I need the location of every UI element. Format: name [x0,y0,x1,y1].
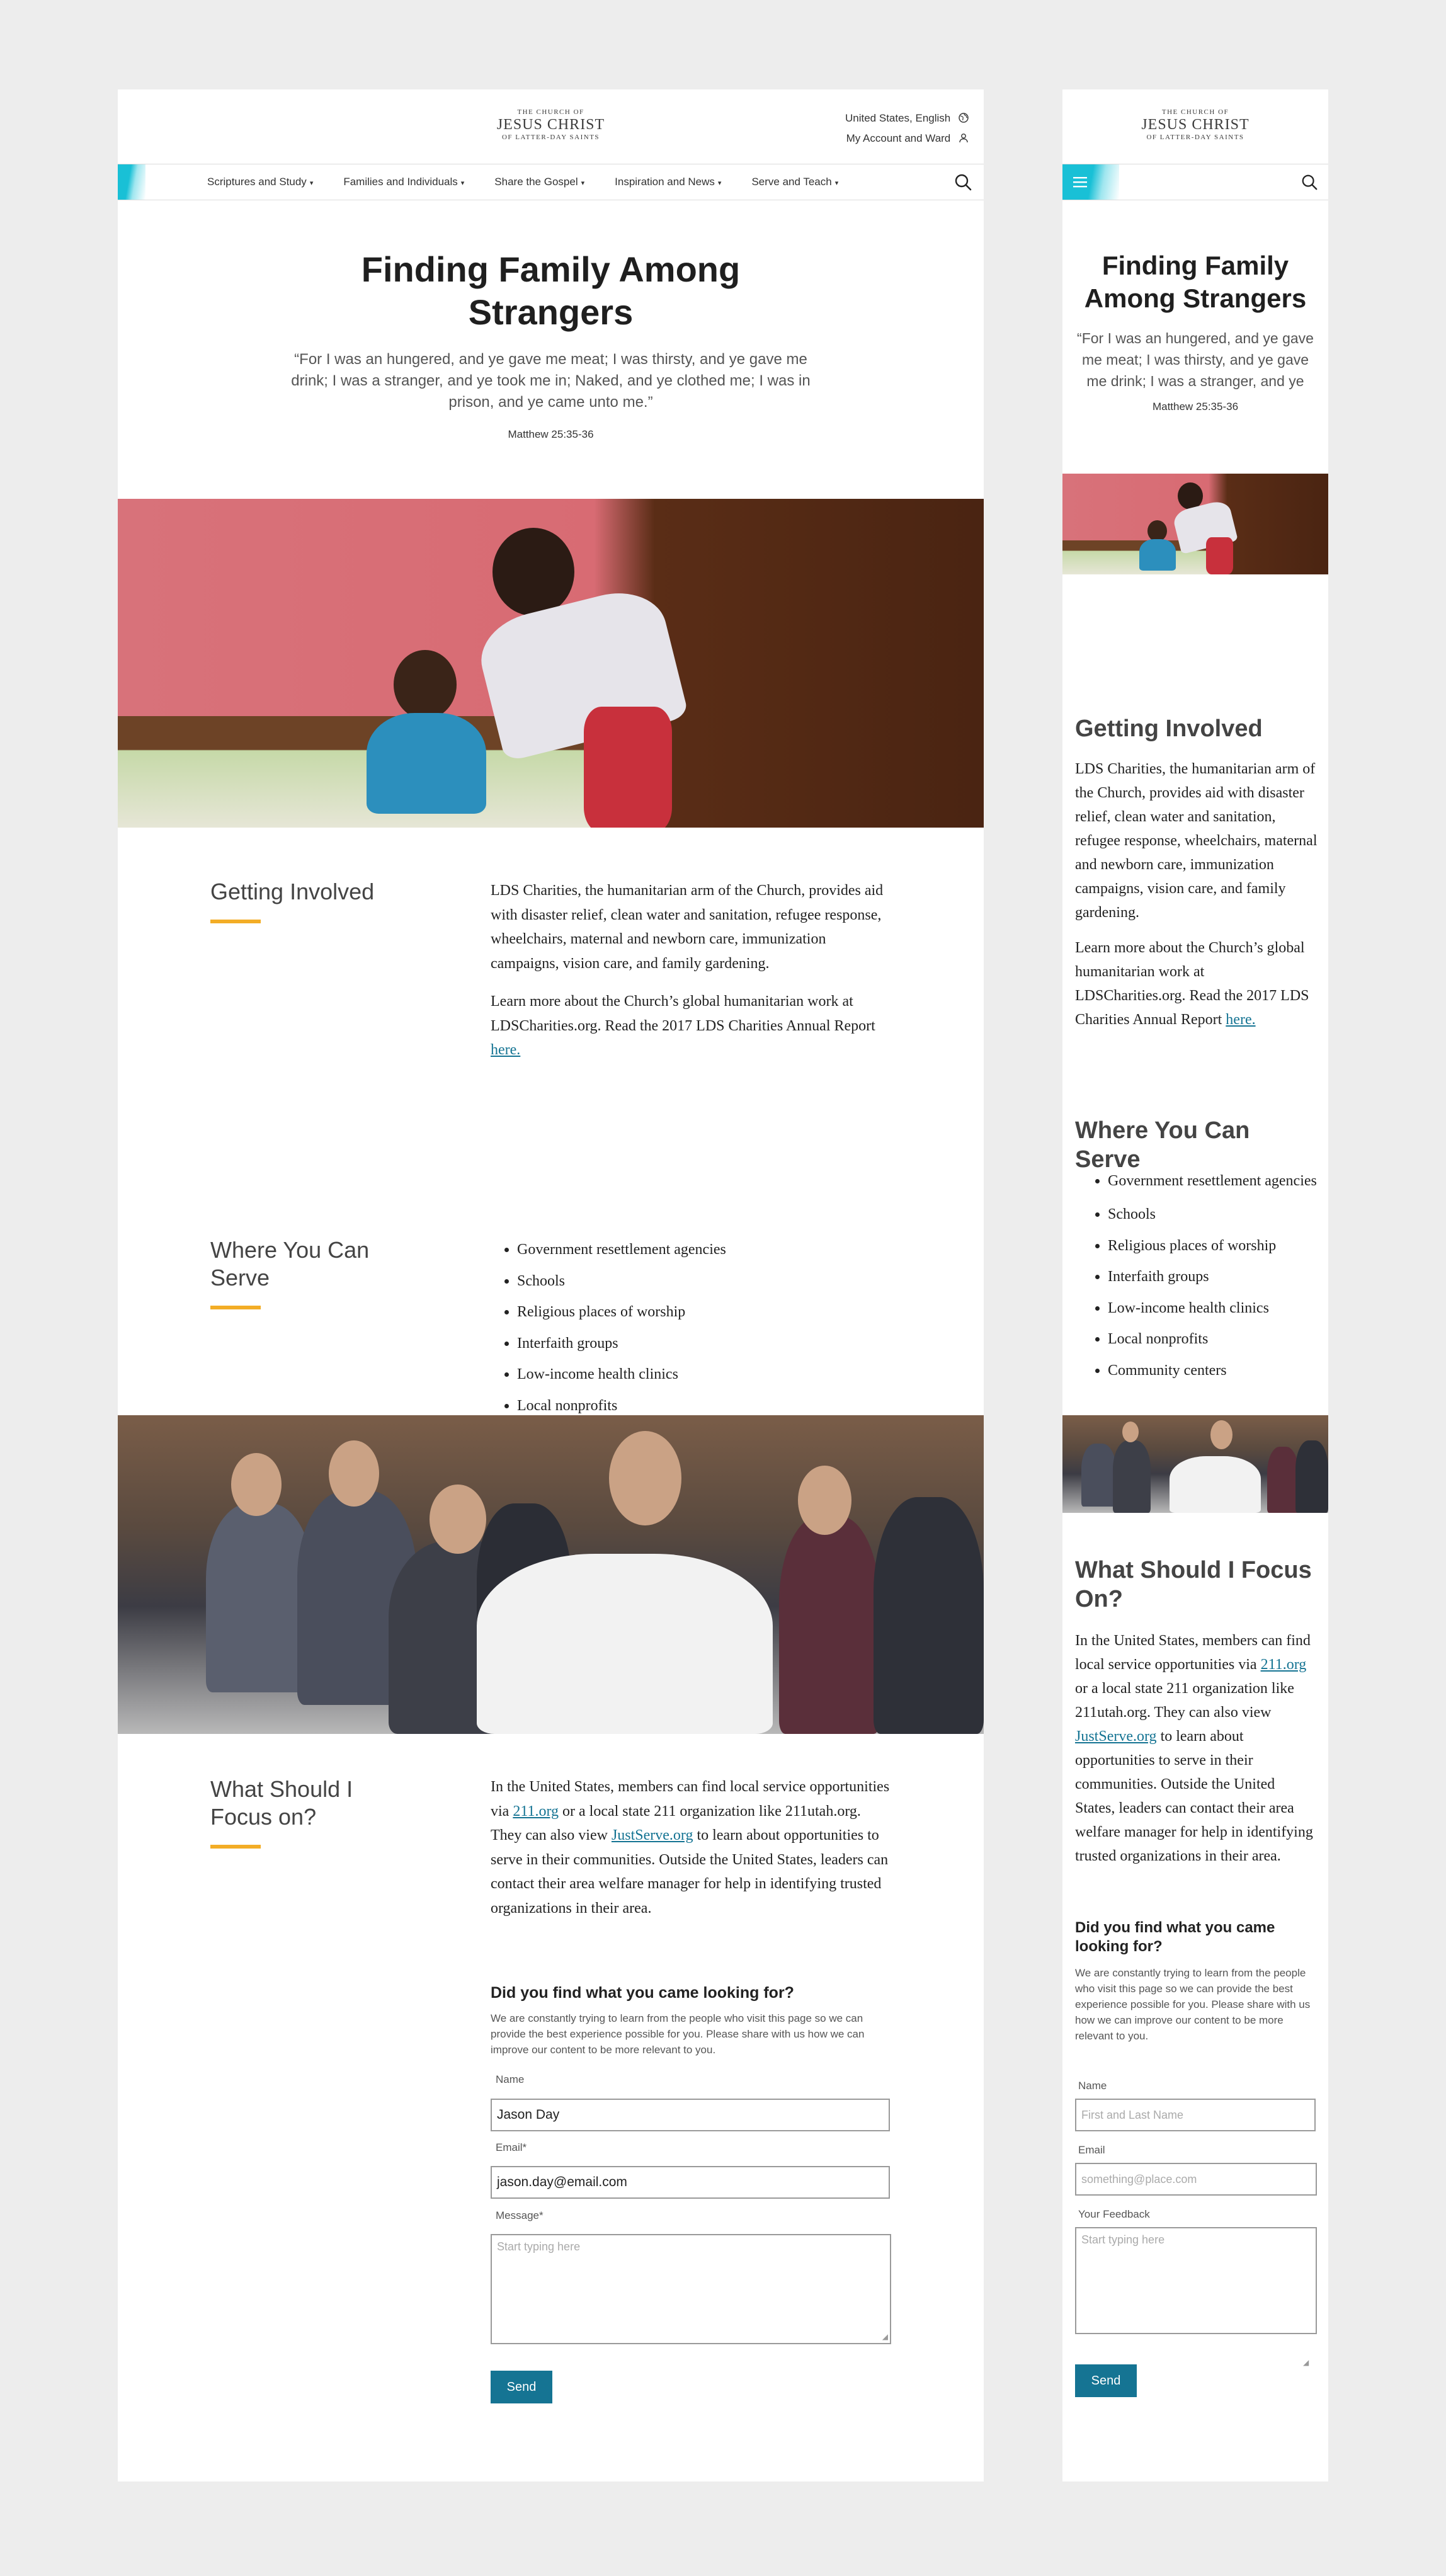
resize-handle-icon[interactable]: ◢ [1303,2358,1309,2367]
locale-label: United States, English [845,112,951,124]
logo-bottom-text: OF LATTER-DAY SAINTS [1146,134,1244,141]
list-item: • Interfaith groups [1108,1262,1318,1293]
feedback-heading: Did you find what you came looking for? [1075,1919,1275,1955]
mobile-page [1062,89,1328,2482]
photo-person [1081,1444,1116,1507]
email-field[interactable]: something@place.com [1075,2163,1317,2196]
focus-body [491,1775,894,1920]
where-you-can-serve-heading: Where You Can Serve [1075,1117,1250,1173]
search-icon[interactable] [954,173,972,191]
desktop-page [118,89,984,2482]
message-label: Message* [496,2209,544,2221]
serve-list [1075,1169,1318,1386]
message-field[interactable] [491,2234,891,2344]
main-navigation [118,164,984,200]
name-label: Name [1078,2080,1107,2092]
nav-label: Inspiration and News [615,176,715,188]
getting-involved-p1: LDS Charities, the humanitarian arm of the Church, provides aid with disaster relief, clean water and sanitation, refugee response, wheelchairs, maternal and newborn care, immunization campaigns, vision care, and family gardening. [491,882,884,972]
mobile-navigation [1062,164,1328,200]
nav-item-share-gospel[interactable] [494,176,584,188]
nav-menu [207,164,868,200]
section-title-text: Getting Involved [210,879,375,904]
annual-report-link[interactable]: here. [491,1042,521,1058]
link-211-org[interactable]: 211.org [1260,1656,1307,1673]
annual-report-link[interactable]: here. [1226,1012,1256,1028]
caret-down-icon: ▾ [581,180,585,187]
send-button[interactable]: Send [491,2371,552,2403]
caret-down-icon: ▾ [834,180,839,187]
photo-face [231,1453,282,1516]
title-accent-bar [210,1845,261,1849]
globe-icon [959,113,969,123]
list-item: • Local nonprofits [1108,1324,1318,1355]
photo-boy [1139,539,1176,571]
photo-face [329,1440,379,1507]
link-justserve-org[interactable]: JustServe.org [1075,1728,1157,1745]
link-justserve-org[interactable]: JustServe.org [611,1827,693,1844]
list-item: • Schools [517,1266,881,1297]
nav-item-scriptures[interactable] [207,176,313,188]
caret-down-icon: ▾ [460,180,465,187]
feedback-intro: We are constantly trying to learn from the people who visit this page so we can provide the best experience possible for you. Please share with us how we can improve our content to be more relevant to you. [1075,1967,1311,2042]
where-you-can-serve-heading [210,1236,412,1309]
feedback-intro: We are constantly trying to learn from the people who visit this page so we can provide the best experience possible for you. Please share with us how we can improve our content to be more relevant to you. [491,2012,865,2056]
name-field[interactable]: Jason Day [491,2099,890,2131]
list-item: • Government resettlement agencies [517,1234,881,1266]
photo-woman-head [492,528,574,616]
logo-bottom-text: OF LATTER-DAY SAINTS [501,134,600,141]
nav-accent [118,164,145,200]
name-field[interactable]: First and Last Name [1075,2099,1316,2131]
email-label: Email [1078,2144,1105,2156]
section-title-text: What Should I Focus on? [210,1776,353,1830]
paragraph-text: Learn more about the Church’s global humanitarian work at LDSCharities.org. Read the 2017 LDS Charities Annual Report [491,993,875,1034]
church-logo[interactable] [1125,108,1265,141]
nav-label: Serve and Teach [751,176,832,188]
message-placeholder: Start typing here [497,2240,581,2253]
link-211-org[interactable]: 211.org [513,1803,559,1820]
email-label: Email* [496,2141,527,2153]
list-item: • Interfaith groups [517,1328,881,1360]
getting-involved-p2 [491,989,894,1063]
paragraph-text: Learn more about the Church’s global humanitarian work at LDSCharities.org. Read the 2017 LDS Charities Annual Report [1075,940,1309,1028]
feedback-label: Your Feedback [1078,2208,1150,2220]
list-item: • Low-income health clinics [517,1359,881,1391]
photo-face [609,1431,681,1525]
congregation-photo [118,1415,984,1734]
locale-link[interactable] [845,108,969,128]
scripture-quote: “For I was an hungered, and ye gave me meat; I was thirsty, and ye gave me drink; I was a stranger, and ye [1077,330,1314,389]
photo-woman-pants [584,707,672,828]
logo-main-text: JESUS CHRIST [1141,117,1250,133]
photo-boy-head [394,650,457,719]
name-label: Name [496,2073,525,2085]
paragraph-text: In the United States, members can find local service opportunities via [1075,1633,1311,1673]
nav-item-families[interactable] [343,176,464,188]
resize-handle-icon[interactable]: ◢ [882,2332,888,2341]
photo-person [779,1516,880,1734]
list-item: • Government resettlement agencies [1108,1169,1318,1199]
user-icon [959,133,969,143]
hamburger-menu-icon[interactable] [1062,164,1098,200]
getting-involved-body [1075,757,1318,1032]
photo-person [1267,1447,1299,1513]
site-header [118,89,984,164]
list-item: • Religious places of worship [517,1297,881,1328]
logo-main-text: JESUS CHRIST [496,117,605,133]
getting-involved-p1: LDS Charities, the humanitarian arm of the Church, provides aid with disaster relief, clean water and sanitation, refugee response, wheelchairs, maternal and newborn care, immunization campaigns, vision care, and family gardening. [1075,761,1318,921]
family-photo [1062,474,1328,574]
account-link[interactable] [845,128,969,149]
photo-boy-head [1147,520,1167,542]
email-field[interactable]: jason.day@email.com [491,2166,890,2199]
list-item: • Low-income health clinics [1108,1293,1318,1325]
utility-links [845,108,969,149]
photo-person [477,1554,773,1734]
photo-person [1113,1440,1151,1513]
caret-down-icon: ▾ [309,180,314,187]
account-label: My Account and Ward [846,132,951,144]
feedback-field[interactable] [1075,2227,1317,2334]
photo-face [798,1466,851,1535]
scripture-citation: Matthew 25:35-36 [1152,401,1239,413]
list-item: • Religious places of worship [1108,1231,1318,1262]
getting-involved-heading [210,878,437,923]
section-title-text: Where You Can Serve [210,1237,370,1291]
logo-top-text: THE CHURCH OF [1161,108,1229,116]
photo-person [1295,1440,1328,1513]
nav-item-inspiration[interactable] [615,176,721,188]
search-icon[interactable] [1301,173,1318,191]
focus-heading [210,1775,412,1849]
caret-down-icon: ▾ [717,180,722,187]
feedback-placeholder: Start typing here [1081,2233,1165,2246]
title-accent-bar [210,1306,261,1309]
photo-person [1170,1456,1261,1513]
photo-person [874,1497,984,1734]
paragraph-text: or a local state 211 organization like 211utah.org. They can also view [491,1803,861,1844]
feedback-heading: Did you find what you came looking for? [491,1984,794,2002]
getting-involved-heading: Getting Involved [1075,715,1263,742]
getting-involved-p2 [1075,936,1318,1032]
list-item: • Local nonprofits [517,1391,881,1422]
nav-item-serve-teach[interactable] [751,176,838,188]
page-title: Finding Family Among Strangers [1084,251,1307,313]
photo-face [1210,1420,1233,1449]
nav-label: Families and Individuals [343,176,458,188]
paragraph-text: to learn about opportunities to serve in their communities. Outside the United States, leaders can contact their area welfare manager for help in identifying trusted organizations in their area. [491,1827,889,1917]
getting-involved-body [491,879,894,1063]
photo-boy [367,713,486,814]
logo-top-text: THE CHURCH OF [517,108,584,116]
paragraph-text: or a local state 211 organization like 211utah.org. They can also view [1075,1680,1294,1721]
focus-body [1075,1629,1318,1868]
congregation-photo [1062,1415,1328,1513]
title-accent-bar [210,920,261,923]
scripture-citation: Matthew 25:35-36 [508,428,594,440]
page-title: Finding Family Among Strangers [361,249,741,332]
nav-label: Scriptures and Study [207,176,307,188]
family-photo [118,499,984,828]
paragraph-text: In the United States, members can find local service opportunities via [491,1779,890,1820]
nav-label: Share the Gospel [494,176,578,188]
church-logo[interactable] [483,108,618,141]
list-item: • Community centers [1108,1355,1318,1387]
send-button[interactable]: Send [1075,2364,1137,2397]
scripture-quote: “For I was an hungered, and ye gave me meat; I was thirsty, and ye gave me drink; I was a stranger, and ye took me in; Naked, and ye clothed me; I was in prison, and ye came unto me.” [291,351,811,411]
hamburger-glyph [1073,176,1087,188]
list-item: • Schools [1108,1199,1318,1231]
photo-face [430,1485,486,1554]
focus-heading: What Should I Focus On? [1075,1557,1312,1612]
photo-face [1122,1422,1139,1442]
photo-woman-pants [1206,537,1233,574]
paragraph-text: to learn about opportunities to serve in their communities. Outside the United States, leaders can contact their area welfare manager for help in identifying trusted organizations in their area. [1075,1728,1313,1864]
